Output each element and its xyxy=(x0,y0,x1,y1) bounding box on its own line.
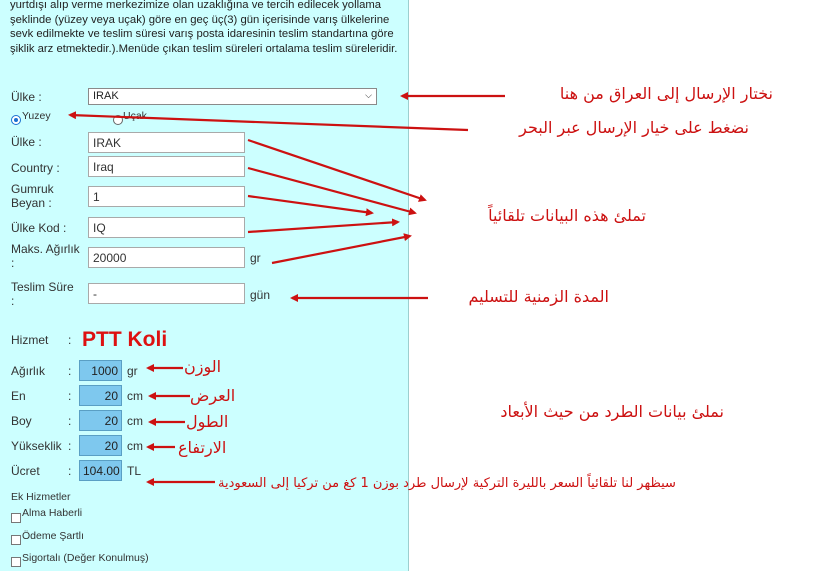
annotation-delivery-time: المدة الزمنية للتسليم xyxy=(468,287,609,306)
maks-agirlik-field[interactable]: 20000 xyxy=(88,247,245,268)
boy-unit: cm xyxy=(127,414,143,428)
country-select-value: IRAK xyxy=(93,90,119,102)
annotation-price-note: سيظهر لنا تلقائياً السعر بالليرة التركية لإرسال طرد بوزن 1 كغ من تركيا إلى السعودية xyxy=(218,476,676,491)
hizmet-value: PTT Koli xyxy=(82,328,168,351)
arrow-auto-kod xyxy=(248,222,398,232)
en-input[interactable]: 20 xyxy=(79,385,122,406)
hizmet-sep: : xyxy=(68,333,72,347)
en-sep: : xyxy=(68,389,72,403)
gumruk-label-2: Beyan : xyxy=(11,196,52,210)
intro-text: yurtdışı alıp verme merkezimize olan uzaklığına ve tercih edilecek yollama şeklinde (yüzey veya uçak) göre en geç üç(3) gün içerisinde varış ülkelerine sevk edilmekte ve teslim süresi varış posta idaresinin teslim standartına göre şiklik arz etmektedir.).Menüde çıkan teslim süreleri ortalama teslim süreleridir. xyxy=(10,0,398,55)
odeme-sartli-label: Ödeme Şartlı xyxy=(22,530,84,542)
country-field[interactable]: Iraq xyxy=(88,156,245,177)
agirlik-input[interactable]: 1000 xyxy=(79,360,122,381)
ucret-label: Ücret xyxy=(11,464,40,478)
ulke-kod-label: Ülke Kod : xyxy=(11,221,67,235)
teslim-sure-label: Teslim Süre xyxy=(11,280,74,294)
air-radio-label: Uçak xyxy=(123,110,147,122)
maks-agirlik-colon: : xyxy=(11,256,15,270)
en-unit: cm xyxy=(127,389,143,403)
agirlik-sep: : xyxy=(68,364,72,378)
ucret-sep: : xyxy=(68,464,72,478)
surface-radio-label: Yuzey xyxy=(22,110,51,122)
ulke-kod-field[interactable]: IQ xyxy=(88,217,245,238)
annotation-choose-iraq: نختار الإرسال إلى العراق من هنا xyxy=(559,84,773,103)
maks-agirlik-label: Maks. Ağırlık xyxy=(11,242,80,256)
boy-sep: : xyxy=(68,414,72,428)
annotation-height: الارتفاع xyxy=(178,438,227,457)
hizmet-label: Hizmet xyxy=(11,333,49,347)
ucret-unit: TL xyxy=(127,464,142,478)
yukseklik-unit: cm xyxy=(127,439,143,453)
country-select-label: Ülke : xyxy=(11,90,42,104)
ulke-field[interactable]: IRAK xyxy=(88,132,245,153)
extras-title: Ek Hizmetler xyxy=(11,491,71,503)
alma-haberli-label: Alma Haberli xyxy=(22,507,83,519)
arrow-auto-country xyxy=(248,168,415,213)
chevron-down-icon: ⌵ xyxy=(365,90,372,100)
sigortali-label: Sigortalı (Değer Konulmuş) xyxy=(22,552,149,564)
teslim-sure-unit: gün xyxy=(250,288,271,302)
yukseklik-input[interactable]: 20 xyxy=(79,435,122,456)
teslim-sure-field[interactable]: - xyxy=(88,283,245,304)
en-label: En xyxy=(11,389,26,403)
annotation-weight: الوزن xyxy=(184,357,222,376)
teslim-sure-colon: : xyxy=(11,294,15,308)
boy-input[interactable]: 20 xyxy=(79,410,122,431)
agirlik-unit: gr xyxy=(127,364,138,378)
maks-agirlik-unit: gr xyxy=(250,251,261,265)
annotation-width: العرض xyxy=(190,386,236,405)
arrow-auto-gumruk xyxy=(248,196,372,213)
ucret-input: 104.00 xyxy=(79,460,122,481)
ulke-label: Ülke : xyxy=(11,135,42,149)
annotation-press-sea: نضغط على خيار الإرسال عبر البحر xyxy=(519,118,749,137)
gumruk-label-1: Gumruk xyxy=(11,182,54,196)
arrow-auto-maks xyxy=(272,236,410,263)
boy-label: Boy xyxy=(11,414,32,428)
gumruk-field[interactable]: 1 xyxy=(88,186,245,207)
agirlik-label: Ağırlık xyxy=(11,364,46,378)
annotation-auto-fill: تملئ هذه البيانات تلقائياً xyxy=(488,206,646,225)
annotation-length: الطول xyxy=(186,412,229,431)
yukseklik-sep: : xyxy=(68,439,72,453)
arrow-press-sea xyxy=(70,115,468,130)
country-label: Country : xyxy=(11,161,60,175)
yukseklik-label: Yükseklik xyxy=(11,439,62,453)
annotation-dimensions: نملئ بيانات الطرد من حيث الأبعاد xyxy=(500,402,724,421)
